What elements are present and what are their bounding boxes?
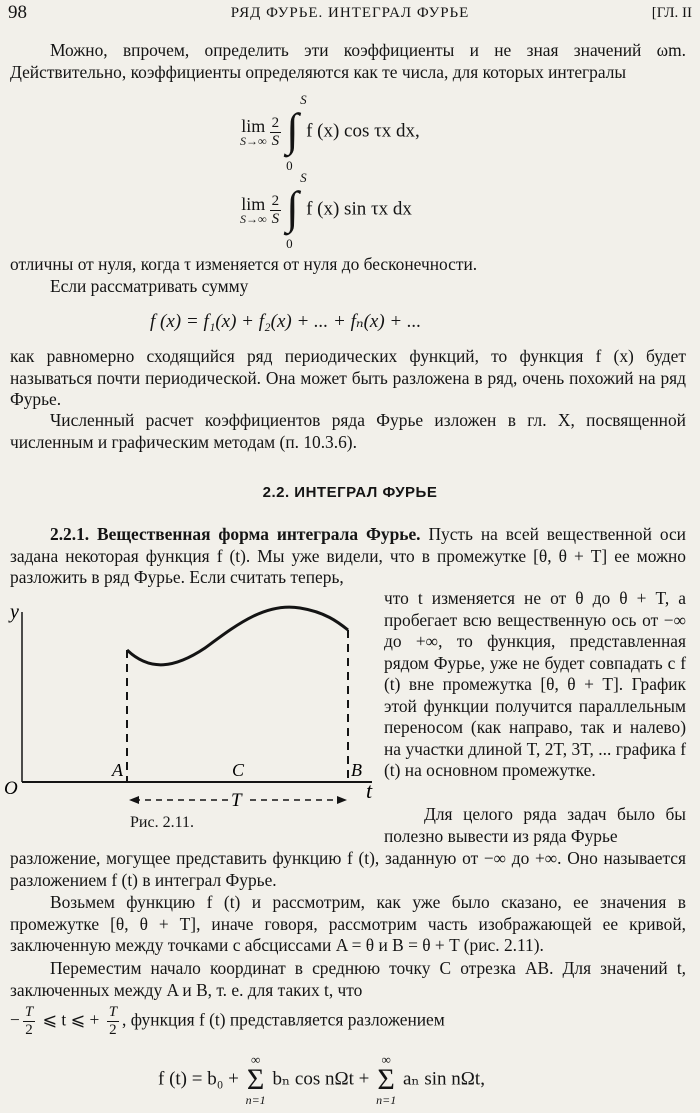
section-heading: 2.2. ИНТЕГРАЛ ФУРЬЕ xyxy=(262,484,438,501)
sum-operator: ∞ Σ n=1 xyxy=(245,1052,266,1107)
paragraph-sum-intro: Если рассматривать сумму xyxy=(50,276,249,296)
label-t-axis: t xyxy=(366,778,373,803)
function-curve xyxy=(127,607,348,665)
equation-cos-limit: lim S→∞ $\frac{2}{S}$ ∫ S 0 f (x) cos τx dx, xyxy=(240,92,420,173)
figure-caption: Рис. 2.11. xyxy=(130,814,194,831)
inequality-line: − $\frac{T}{2}$ ⩽ t ⩽ + $\frac{T}{2}$ , функция f (t) представляется разложением xyxy=(10,1004,445,1038)
label-a: A xyxy=(112,760,123,780)
paragraph-numeric: Численный расчет коэффициентов ряда Фурье изложен в гл. X, посвященной численным и графическим методам (п. 10.3.6). xyxy=(10,410,686,452)
chapter-label: [ГЛ. II xyxy=(651,5,692,21)
integral-sign: ∫ S 0 xyxy=(286,92,307,173)
integral-sign: ∫ S 0 xyxy=(286,170,307,251)
paragraph-real-form-b: что t изменяется не от θ до θ + T, а пробегает всю вещественную ось от −∞ до +∞, то функция, представленная рядом Фурье, уже не будет совпадать с f (t) вне промежутка [θ, θ + T]. График этой функции получится параллельным переносом (как направо, так и налево) на участки длиной T, 2T, 3T, ... графика f (t) на основном промежутке. xyxy=(384,588,686,780)
label-origin: O xyxy=(4,778,18,799)
page-number: 98 xyxy=(8,2,27,23)
label-c: C xyxy=(232,760,245,780)
running-header xyxy=(8,2,692,24)
fraction-2-over-S: $\frac{2}{S}$ xyxy=(271,114,280,149)
equation-sin-limit: lim S→∞ $\frac{2}{S}$ ∫ S 0 f (x) sin τx dx xyxy=(240,170,412,251)
paragraph-nonzero: отличны от нуля, когда τ изменяется от нуля до бесконечности. xyxy=(10,254,478,274)
sum-operator: ∞ Σ n=1 xyxy=(376,1052,397,1107)
paragraph-intro: Можно, впрочем, определить эти коэффициенты и не зная значений ωm. Действительно, коэффициенты определяются как те числа, для которых интегралы xyxy=(10,40,686,82)
fraction-2-over-S: $\frac{2}{S}$ xyxy=(271,192,280,227)
running-title: РЯД ФУРЬЕ. ИНТЕГРАЛ ФУРЬЕ xyxy=(230,5,470,21)
equation-fourier-expansion: f (t) = b₀ + ∞ Σ n=1 bₙ cos nΩt + ∞ Σ n=1 aₙ sin nΩt, xyxy=(158,1052,485,1107)
label-b: B xyxy=(351,760,362,780)
paragraph-whole-series-a: Для целого ряда задач было бы полезно вывести из ряда Фурье xyxy=(384,804,686,846)
paragraph-real-form-a: 2.2.1. Вещественная форма интеграла Фурье. Пусть на всей вещественной оси задана некоторая функция f (t). Мы уже видели, что в промежутке [θ, θ + T] ее можно разложить в ряд Фурье. Если считать теперь, xyxy=(10,524,686,587)
fraction-t-over-2: $\frac{T}{2}$ xyxy=(108,1004,118,1038)
arrowhead-left xyxy=(129,796,139,804)
paragraph-take-function: Возьмем функцию f (t) и рассмотрим, как уже было сказано, ее значения в промежутке [θ, θ + T], иначе говоря, рассмотрим часть изображающей ее кривой, заключенную между точками с абсциссами A = θ и B = θ + T (рис. 2.11). xyxy=(10,892,686,955)
paragraph-whole-series-b: разложение, могущее представить функцию f (t), заданную от −∞ до +∞. Оно называется разложением f (t) в интеграл Фурье. xyxy=(10,848,686,890)
equation-sum: f (x) = f₁(x) + f₂(x) + ... + fₙ(x) + ... xyxy=(150,311,422,332)
fraction-t-over-2: $\frac{T}{2}$ xyxy=(24,1004,34,1038)
paragraph-move-origin: Переместим начало координат в среднюю точку C отрезка AB. Для значений t, заключенных между A и B, т. е. для таких t, что xyxy=(10,958,686,1000)
label-y: y xyxy=(10,601,19,623)
lim-operator: lim S→∞ xyxy=(240,194,267,226)
figure-2-11 xyxy=(0,598,380,838)
label-period: T xyxy=(231,790,242,811)
subsection-heading: 2.2.1. Вещественная форма интеграла Фурье. xyxy=(50,524,421,544)
lim-operator: lim S→∞ xyxy=(240,116,267,148)
paragraph-almost-periodic: как равномерно сходящийся ряд периодических функций, то функция f (x) будет называться почти периодической. Она может быть разложена в ряд, очень похожий на ряд Фурье. xyxy=(10,346,686,409)
arrowhead-right xyxy=(337,796,347,804)
